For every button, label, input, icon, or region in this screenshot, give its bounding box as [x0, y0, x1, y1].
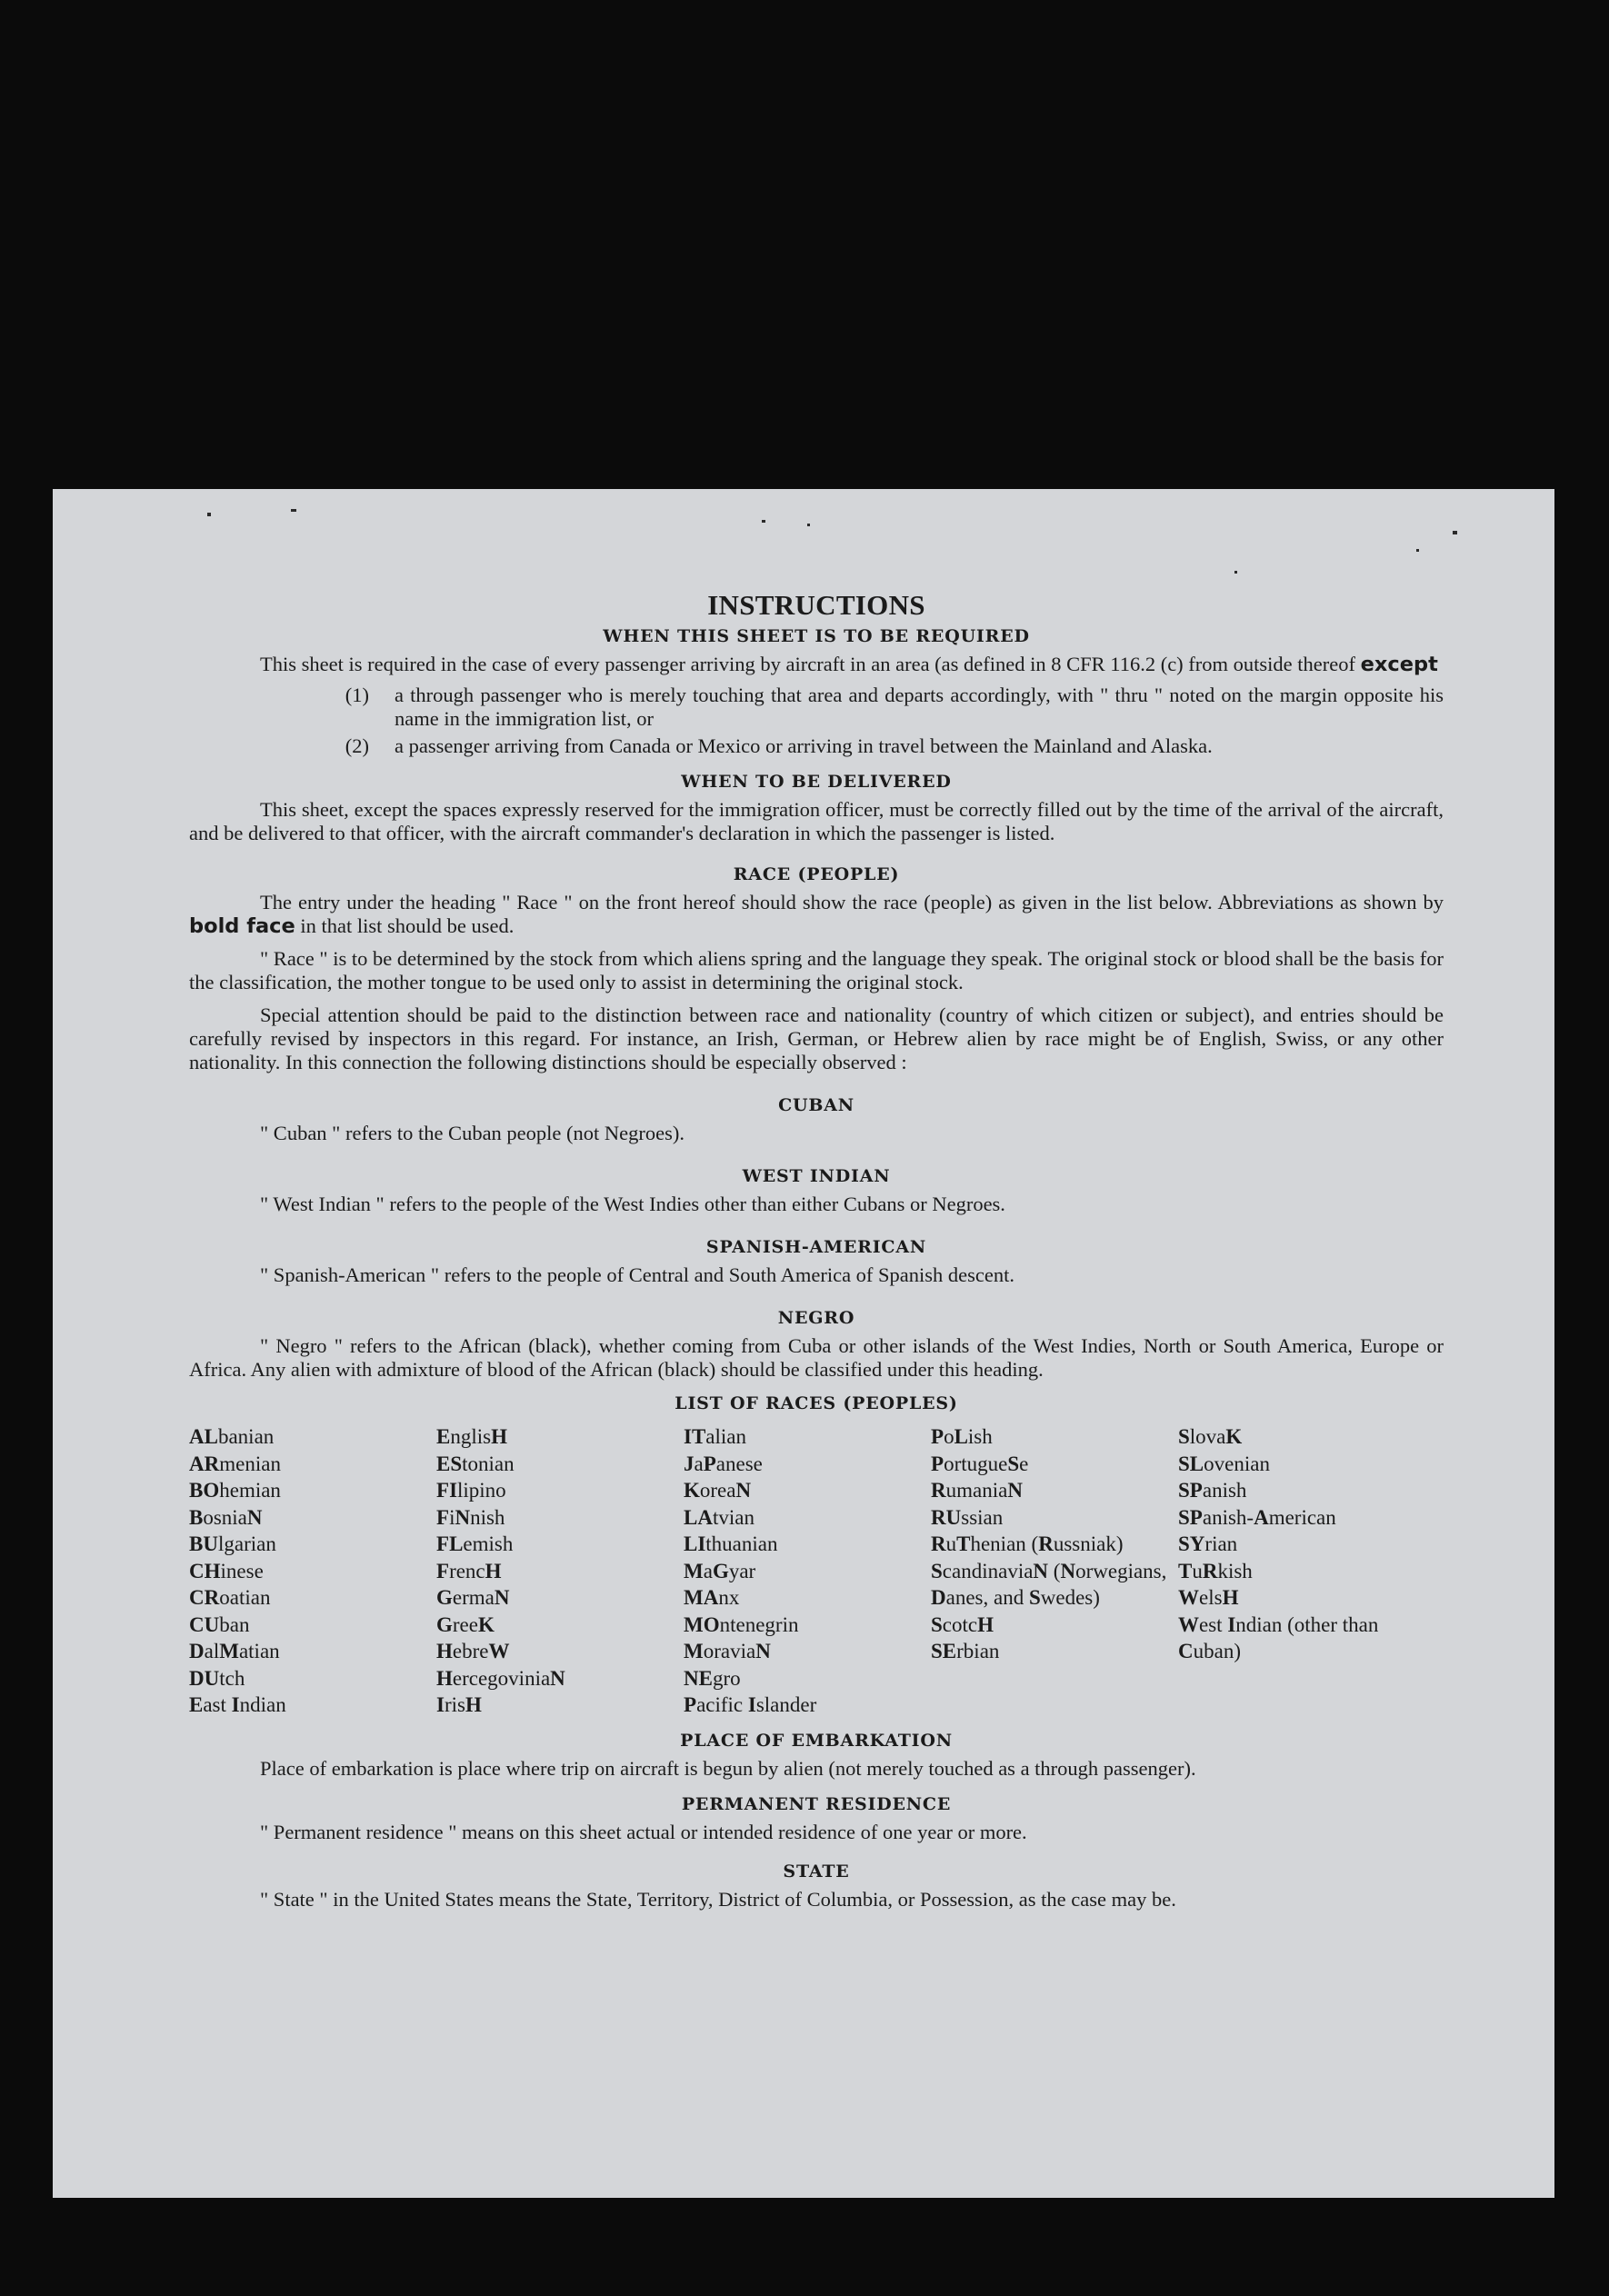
race-item: DUtch	[189, 1666, 245, 1690]
race-item: TuRkish	[1178, 1559, 1253, 1582]
race-item: KoreaN	[684, 1479, 752, 1502]
race-item: SLovenian	[1178, 1452, 1270, 1475]
races-column	[436, 1423, 684, 1719]
race-item: FiNnish	[436, 1505, 505, 1529]
heading-list-of-races: LIST OF RACES (PEOPLES)	[675, 1393, 958, 1413]
race-item: ScandinaviaN (Norwegians, Danes, and Swedes)	[931, 1559, 1167, 1609]
heading-spanish-american: SPANISH-AMERICAN	[705, 1237, 927, 1257]
west-indian-text: " West Indian " refers to the people of the West Indies other than either Cubans or Negroes.	[260, 1193, 1005, 1215]
heading-race: RACE (PEOPLE)	[733, 864, 900, 884]
residence-text: " Permanent residence " means on this sheet actual or intended residence of one year or more.	[260, 1820, 1027, 1843]
race-item: HebreW	[436, 1640, 510, 1662]
page-title: INSTRUCTIONS	[707, 589, 925, 621]
race-item: PortugueSe	[931, 1452, 1029, 1475]
race-item: CUban	[189, 1612, 250, 1636]
heading-negro: NEGRO	[777, 1308, 855, 1328]
document-sheet	[53, 489, 1554, 2198]
race-item: MAnx	[684, 1586, 740, 1609]
race-item: JaPanese	[684, 1452, 763, 1475]
heading-delivered: WHEN TO BE DELIVERED	[681, 772, 952, 792]
list-item: (1) a through passenger who is merely touching that area and departs accordingly, with " thru " noted on the margin opposite his name in the immigration list, or	[345, 684, 1444, 730]
race-item: RumaniaN	[931, 1479, 1023, 1502]
required-intro: This sheet is required in the case of every passenger arriving by aircraft in an area (as defined in 8 CFR 116.2 (c) from outside thereof except	[260, 653, 1438, 676]
race-item: MaGyar	[684, 1559, 756, 1582]
race-item: DalMatian	[189, 1640, 280, 1662]
race-item: LAtvian	[684, 1505, 755, 1529]
race-item: ScotcH	[931, 1612, 994, 1636]
race-item: GermaN	[436, 1586, 510, 1609]
race-item: SErbian	[931, 1640, 1000, 1662]
race-item: GreeK	[436, 1612, 495, 1636]
state-text: " State " in the United States means the State, Territory, District of Columbia, or Possession, as the case may be.	[260, 1887, 1176, 1911]
race-item: BOhemian	[189, 1479, 281, 1502]
cuban-text: " Cuban " refers to the Cuban people (not Negroes).	[260, 1122, 685, 1144]
races-column	[684, 1423, 931, 1719]
race-item: ITalian	[684, 1425, 746, 1448]
race-item: FLemish	[436, 1532, 514, 1555]
bold-face-text: bold face	[189, 914, 295, 938]
race-item: FIlipino	[436, 1479, 506, 1502]
race-item: FrencH	[436, 1559, 502, 1582]
except-bold: except	[1360, 653, 1438, 676]
heading-embarkation: PLACE OF EMBARKATION	[680, 1730, 953, 1751]
embarkation-text: Place of embarkation is place where trip on aircraft is begun by alien (not merely touched as a through passenger).	[260, 1756, 1196, 1780]
race-item: MOntenegrin	[684, 1612, 799, 1636]
race-item: NEgro	[684, 1666, 741, 1690]
race-item: RUssian	[931, 1505, 1004, 1529]
race-item: West Indian (other than Cuban)	[1178, 1612, 1379, 1662]
list-item: (2) a passenger arriving from Canada or Mexico or arriving in travel between the Mainland and Alaska.	[345, 734, 1213, 757]
negro-text: " Negro " refers to the African (black), whether coming from Cuba or other islands of the West Indies, North or South America, Europe or Africa. Any alien with admixture of blood of the African (black) should be classified under this heading.	[189, 1334, 1444, 1381]
race-item: Pacific Islander	[684, 1693, 817, 1716]
heading-state: STATE	[783, 1861, 850, 1882]
exceptions-list	[189, 684, 1444, 758]
race-item: CRoatian	[189, 1586, 271, 1609]
delivered-text: This sheet, except the spaces expressly reserved for the immigration officer, must be correctly filled out by the time of the arrival of the aircraft, and be delivered to that officer, with the aircraft commander's declaration in which the passenger is listed.	[189, 798, 1444, 844]
race-item: RuThenian (Russniak)	[931, 1532, 1124, 1555]
races-list	[189, 1423, 1444, 1719]
heading-west-indian: WEST INDIAN	[742, 1166, 891, 1186]
race-item: WelsH	[1178, 1586, 1239, 1609]
race-item: SlovaK	[1178, 1425, 1243, 1448]
heading-cuban: CUBAN	[778, 1095, 854, 1115]
heading-required: WHEN THIS SHEET IS TO BE REQUIRED	[603, 626, 1030, 646]
race-item: BosniaN	[189, 1505, 263, 1529]
race-item: IrisH	[436, 1693, 482, 1716]
race-item: HercegoviniaN	[436, 1666, 565, 1690]
race-paragraph-1: The entry under the heading " Race " on the front hereof should show the race (people) as given in the list below. Abbreviations as shown by bold face in that list should be used.	[189, 891, 1444, 938]
instructions-content	[189, 589, 1444, 1912]
spanish-american-text: " Spanish-American " refers to the people of Central and South America of Spanish descent.	[260, 1263, 1015, 1286]
races-column	[189, 1423, 436, 1719]
race-item: LIthuanian	[684, 1532, 778, 1555]
race-item: BUlgarian	[189, 1532, 276, 1555]
race-item: SPanish-American	[1178, 1505, 1336, 1529]
race-item: EnglisH	[436, 1425, 507, 1448]
race-paragraph-2: " Race " is to be determined by the stock from which aliens spring and the language they speak. The original stock or blood shall be the basis for the classification, the mother tongue to be used only to assist in determining the original stock.	[189, 947, 1444, 993]
race-item: ALbanian	[189, 1425, 275, 1448]
race-item: SPanish	[1178, 1479, 1247, 1502]
race-item: EStonian	[436, 1452, 515, 1475]
races-column	[1178, 1423, 1425, 1719]
race-item: PoLish	[931, 1425, 993, 1448]
races-column	[931, 1423, 1178, 1719]
race-paragraph-3: Special attention should be paid to the distinction between race and nationality (country of which citizen or subject), and entries should be carefully revised by inspectors in this regard. For instance, an Irish, German, or Hebrew alien by race might be of English, Swiss, or any other nationality. In this connection the following distinctions should be especially observed :	[189, 1003, 1444, 1073]
race-item: East Indian	[189, 1693, 286, 1716]
race-item: SYrian	[1178, 1532, 1238, 1555]
race-item: ARmenian	[189, 1452, 281, 1475]
heading-residence: PERMANENT RESIDENCE	[681, 1793, 952, 1814]
race-item: MoraviaN	[684, 1640, 771, 1662]
race-item: CHinese	[189, 1559, 264, 1582]
